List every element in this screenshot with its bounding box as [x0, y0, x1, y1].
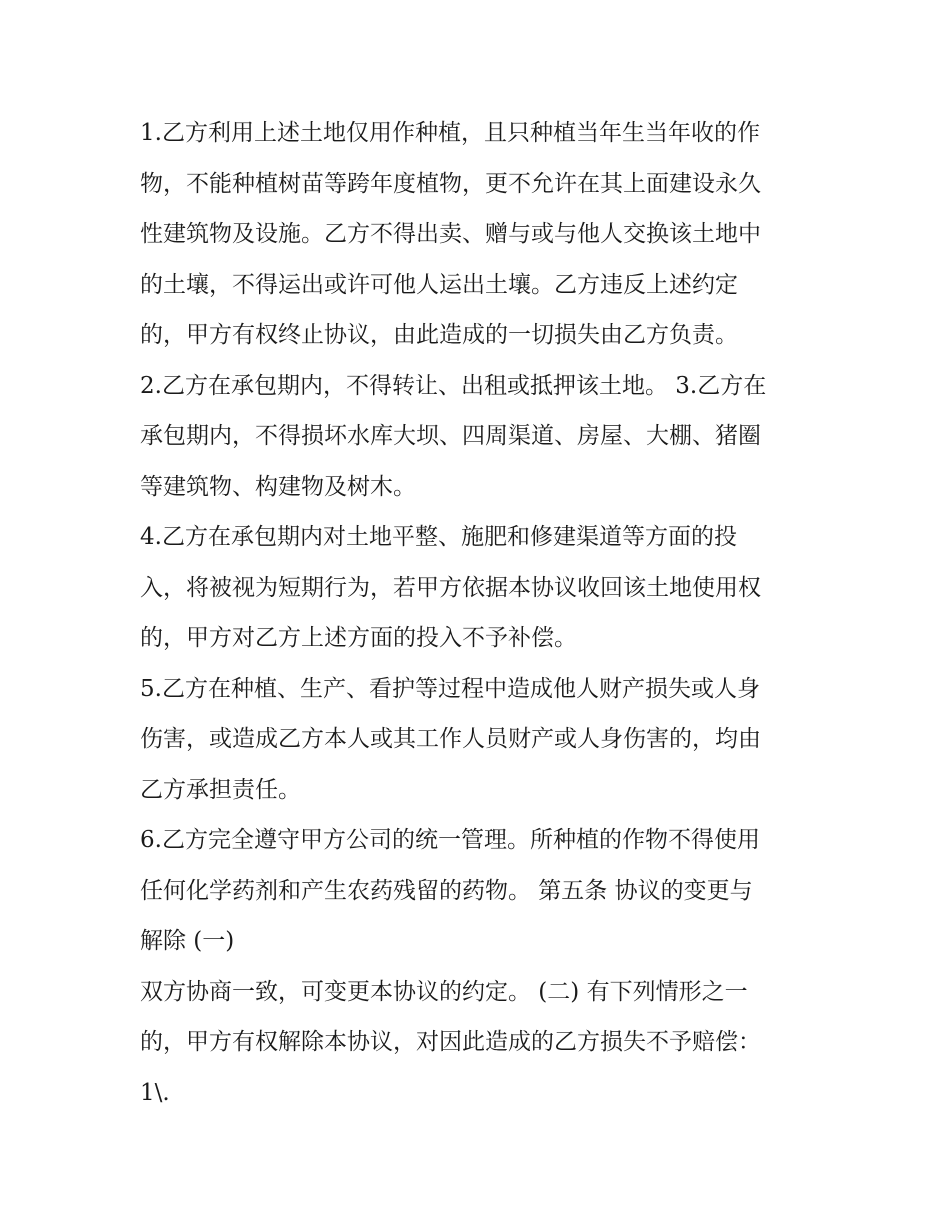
- text-line: 的，甲方有权终止协议，由此造成的一切损失由乙方负责。: [140, 322, 738, 348]
- text-line: 解除 (一): [140, 928, 235, 954]
- document-body: [140, 108, 820, 1118]
- text-line: 入，将被视为短期行为，若甲方依据本协议收回该土地使用权: [140, 574, 761, 601]
- text-line: 承包期内，不得损坏水库大坝、四周渠道、房屋、大棚、猪圈: [140, 423, 761, 449]
- text-line: 6.乙方完全遵守甲方公司的统一管理。所种植的作物不得使用: [140, 827, 760, 853]
- text-line: 的，甲方对乙方上述方面的投入不予补偿。: [140, 625, 577, 651]
- text-line: 的土壤，不得运出或许可他人运出土壤。乙方违反上述约定: [140, 271, 738, 298]
- text-line: 伤害，或造成乙方本人或其工作人员财产或人身伤害的，均由: [140, 726, 761, 752]
- text-line: 等建筑物、构建物及树木。: [140, 473, 416, 500]
- text-line: 性建筑物及设施。乙方不得出卖、赠与或与他人交换该土地中: [140, 221, 761, 247]
- text-line: 乙方承担责任。: [140, 776, 301, 803]
- text-line: 1\.: [140, 1079, 170, 1106]
- text-line: 的，甲方有权解除本协议，对因此造成的乙方损失不予赔偿：: [140, 1029, 761, 1055]
- text-line: 物，不能种植树苗等跨年度植物，更不允许在其上面建设永久: [140, 170, 761, 197]
- text-line: 4.乙方在承包期内对土地平整、施肥和修建渠道等方面的投: [140, 524, 737, 550]
- text-line: 5.乙方在种植、生产、看护等过程中造成他人财产损失或人身: [140, 675, 760, 702]
- text-line: 双方协商一致，可变更本协议的约定。 (二) 有下列情形之一: [140, 978, 748, 1005]
- text-line: 2.乙方在承包期内，不得转让、出租或抵押该土地。 3.乙方在: [140, 372, 767, 399]
- text-line: 1.乙方利用上述土地仅用作种植，且只种植当年生当年收的作: [140, 120, 760, 146]
- text-line: 任何化学药剂和产生农药残留的药物。 第五条 协议的变更与: [140, 877, 753, 904]
